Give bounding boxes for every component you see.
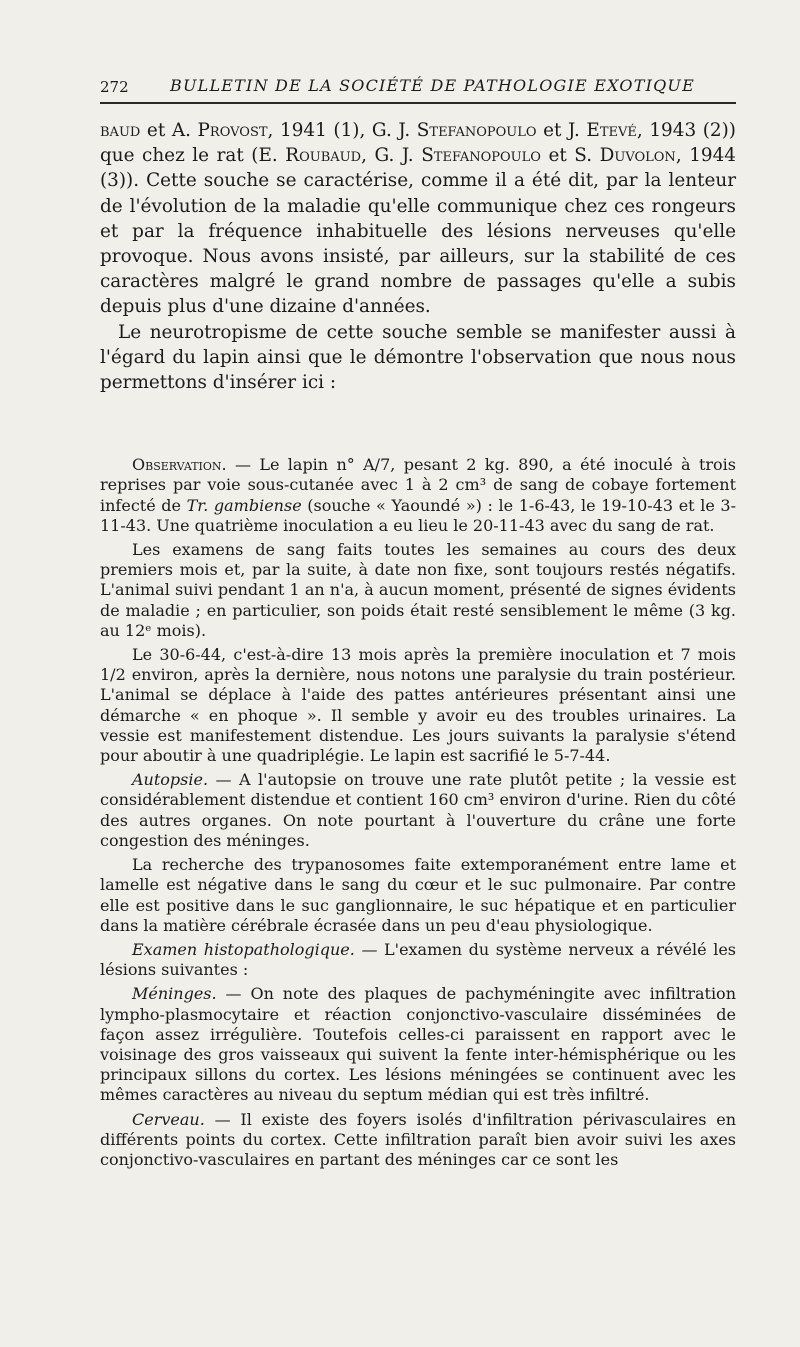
- page-number: 272: [100, 78, 129, 96]
- paragraph-continuation: baud et A. Provost, 1941 (1), G. J. Stefanopoulo et J. Etevé, 1943 (2)) que chez le rat (E. Roubaud, G. J. Stefanopoulo et S. Duvolon, 1944 (3)). Cette souche se caractérise, comme il a été dit, par la lenteur de l'évolution de la maladie qu'elle communique chez ces rongeurs et par la fréquence inhabituelle des lésions nerveuses qu'elle provoque. Nous avons insisté, par ailleurs, sur la stabilité de ces caractères malgré le grand nombre de passages qu'elle a subis depuis plus d'une dizaine d'années.: [100, 120, 736, 318]
- observation-section: [100, 455, 736, 1170]
- observation-blood-exams: Les examens de sang faits toutes les semaines au cours des deux premiers mois et, par la suite, à date non fixe, sont toujours restés négatifs. L'animal suivi pendant 1 an n'a, à aucun moment, présenté de signes évidents de maladie ; en particulier, son poids était resté sensiblement le même (3 kg. au 12ᵉ mois).: [100, 540, 736, 640]
- page-header: [100, 72, 736, 104]
- paragraph-neurotropism: Le neurotropisme de cette souche semble se manifester aussi à l'égard du lapin ainsi que le démontre l'observation que nous nous permettons d'insérer ici :: [100, 321, 736, 394]
- observation-histopathology: Examen histopathologique. — L'examen du système nerveux a révélé les lésions suivantes :: [100, 939, 736, 980]
- observation-brain: Cerveau. — Il existe des foyers isolés d'infiltration périvasculaires en différents points du cortex. Cette infiltration paraît bien avoir suivi les axes conjonctivo-vasculaires en partant des méninges car ce sont les: [100, 1109, 736, 1169]
- observation-paralysis: Le 30-6-44, c'est-à-dire 13 mois après la première inoculation et 7 mois 1/2 environ, après la dernière, nous notons une paralysie du train postérieur. L'animal se déplace à l'aide des pattes antérieures présentant ainsi une démarche « en phoque ». Il semble y avoir eu des troubles urinaires. La vessie est manifestement distendue. Les jours suivants la paralysie s'étend pour aboutir à une quadriplégie. Le lapin est sacrifié le 5-7-44.: [100, 645, 736, 766]
- page: [100, 72, 736, 1174]
- observation-intro: Observation. — Le lapin n° A/7, pesant 2 kg. 890, a été inoculé à trois reprises par voie sous-cutanée avec 1 à 2 cm³ de sang de cobaye fortement infecté de Tr. gambiense (souche « Yaoundé ») : le 1-6-43, le 19-10-43 et le 3-11-43. Une quatrième inoculation a eu lieu le 20-11-43 avec du sang de rat.: [100, 455, 737, 535]
- main-text: [100, 118, 736, 395]
- observation-trypanosome-search: La recherche des trypanosomes faite extemporanément entre lame et lamelle est négative dans le sang du cœur et le suc pulmonaire. Par contre elle est positive dans le suc ganglionnaire, le suc hépatique et en particulier dans la matière cérébrale écrasée dans un peu d'eau physiologique.: [100, 855, 736, 935]
- running-title: BULLETIN DE LA SOCIÉTÉ DE PATHOLOGIE EXOTIQUE: [170, 76, 695, 95]
- observation-autopsy: Autopsie. — A l'autopsie on trouve une rate plutôt petite ; la vessie est considérablement distendue et contient 160 cm³ environ d'urine. Rien du côté des autres organes. On note pourtant à l'ouverture du crâne une forte congestion des méninges.: [100, 770, 736, 850]
- observation-meninges: Méninges. — On note des plaques de pachyméningite avec infiltration lympho-plasmocytaire et réaction conjonctivo-vasculaire disséminées de façon assez irrégulière. Toutefois celles-ci paraissent en rapport avec le voisinage des gros vaisseaux qui suivent la fente inter-hémisphérique ou les principaux sillons du cortex. Les lésions méningées se continuent avec les mêmes caractères au niveau du septum médian qui est très infiltré.: [100, 984, 736, 1105]
